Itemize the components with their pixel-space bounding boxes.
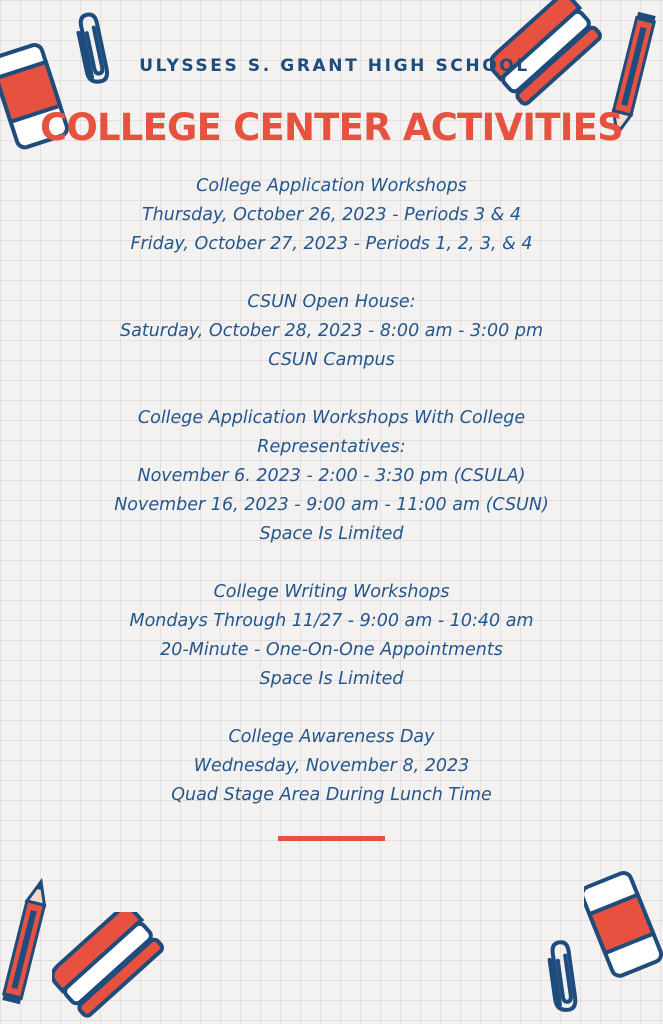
stapler-icon <box>52 912 170 1024</box>
event-workshops-with-representatives <box>30 404 633 549</box>
event-line: November 6. 2023 - 2:00 - 3:30 pm (CSULA) <box>137 466 526 486</box>
event-line: 20-Minute - One-On-One Appointments <box>160 640 503 660</box>
event-line: Space Is Limited <box>259 524 404 544</box>
page-title: COLLEGE CENTER ACTIVITIES <box>40 106 623 149</box>
event-application-workshops <box>30 172 633 259</box>
event-line: Mondays Through 11/27 - 9:00 am - 10:40 am <box>129 611 534 631</box>
event-line: November 16, 2023 - 9:00 am - 11:00 am (CSUN) <box>114 495 549 515</box>
event-line: Wednesday, November 8, 2023 <box>193 756 470 776</box>
pencil-icon <box>2 868 52 1008</box>
eraser-icon <box>584 868 663 983</box>
event-title: College Application Workshops <box>196 176 467 196</box>
event-title: CSUN Open House: <box>247 292 416 312</box>
event-title: College Application Workshops With College <box>137 408 526 428</box>
event-title: College Awareness Day <box>228 727 435 747</box>
school-name: ULYSSES S. GRANT HIGH SCHOOL <box>139 56 530 76</box>
event-line: Representatives: <box>257 437 406 457</box>
event-list <box>30 172 633 839</box>
event-awareness-day <box>30 723 633 810</box>
paperclip-icon <box>70 6 118 90</box>
event-csun-open-house <box>30 288 633 375</box>
event-line: Saturday, October 28, 2023 - 8:00 am - 3:00 pm <box>120 321 543 341</box>
event-title: College Writing Workshops <box>213 582 450 602</box>
paperclip-icon <box>540 934 588 1018</box>
event-line: Friday, October 27, 2023 - Periods 1, 2, 3, & 4 <box>130 234 533 254</box>
event-line: Quad Stage Area During Lunch Time <box>171 785 492 805</box>
event-line: Space Is Limited <box>259 669 404 689</box>
event-writing-workshops <box>30 578 633 694</box>
event-line: Thursday, October 26, 2023 - Periods 3 & 4 <box>141 205 522 225</box>
divider <box>278 836 385 841</box>
event-line: CSUN Campus <box>268 350 395 370</box>
